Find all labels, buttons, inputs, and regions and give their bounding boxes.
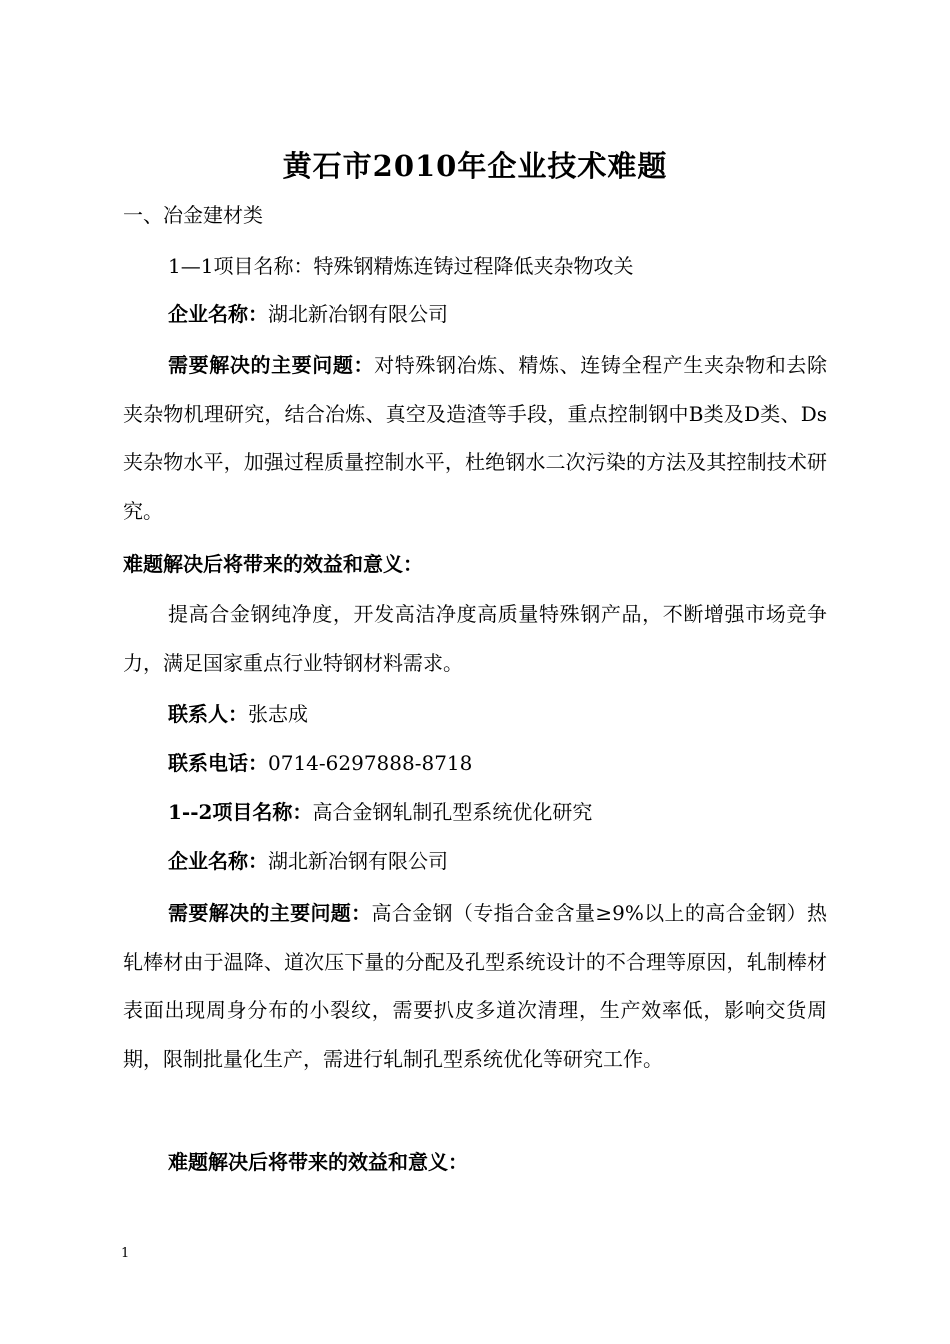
project1-problem-text: 对特殊钢冶炼、精炼、连铸全程产生夹杂物和去除夹杂物机理研究，结合冶炼、真空及造渣等手段，重点控制钢中B类及D类、Ds夹杂物水平，加强过程质量控制水平，杜绝钢水二次污染的方法及其控制技术研究。 xyxy=(123,353,828,523)
project2-benefit-label: 难题解决后将带来的效益和意义： xyxy=(168,1150,468,1174)
project1-contact-label: 联系人： xyxy=(168,702,248,726)
project2-problem-label: 需要解决的主要问题： xyxy=(168,901,372,925)
project1-company-label: 企业名称： xyxy=(168,302,268,326)
project1-contact-line xyxy=(168,699,308,729)
project1-problem-paragraph xyxy=(123,341,827,535)
project1-name-value: 特殊钢精炼连铸过程降低夹杂物攻关 xyxy=(313,254,634,278)
project2-name-value: 高合金钢轧制孔型系统优化研究 xyxy=(312,800,593,824)
project2-company-line xyxy=(168,846,448,876)
project1-company-line xyxy=(168,299,448,329)
document-title: 黄石市2010年企业技术难题 xyxy=(282,149,668,183)
project1-phone-line xyxy=(168,748,472,778)
project1-contact-value: 张志成 xyxy=(248,702,308,726)
page-number: 1 xyxy=(121,1246,130,1261)
project2-company-value: 湖北新冶钢有限公司 xyxy=(268,849,448,873)
project1-phone-label: 联系电话： xyxy=(168,751,268,775)
section-heading: 一、冶金建材类 xyxy=(123,203,263,227)
project1-phone-value: 0714-6297888-8718 xyxy=(268,751,473,775)
project2-name-label: 1--2项目名称： xyxy=(168,800,313,824)
project1-problem-label: 需要解决的主要问题： xyxy=(168,353,375,377)
project2-name-line xyxy=(168,797,592,827)
project1-benefit-text: 提高合金钢纯净度，开发高洁净度高质量特殊钢产品，不断增强市场竞争力，满足国家重点行业特钢材料需求。 xyxy=(123,602,827,675)
project1-name-label: 1—1项目名称： xyxy=(168,254,314,278)
project1-name-line xyxy=(168,251,633,281)
project2-problem-paragraph xyxy=(123,889,827,1083)
project2-company-label: 企业名称： xyxy=(168,849,268,873)
project1-company-value: 湖北新冶钢有限公司 xyxy=(268,302,448,326)
project2-problem-text: 高合金钢（专指合金含量≥9%以上的高合金钢）热轧棒材由于温降、道次压下量的分配及孔型系统设计的不合理等原因，轧制棒材表面出现周身分布的小裂纹，需要扒皮多道次清理，生产效率低，影响交货周期，限制批量化生产，需进行轧制孔型系统优化等研究工作。 xyxy=(123,901,827,1071)
project1-benefit-label: 难题解决后将带来的效益和意义： xyxy=(123,552,423,576)
